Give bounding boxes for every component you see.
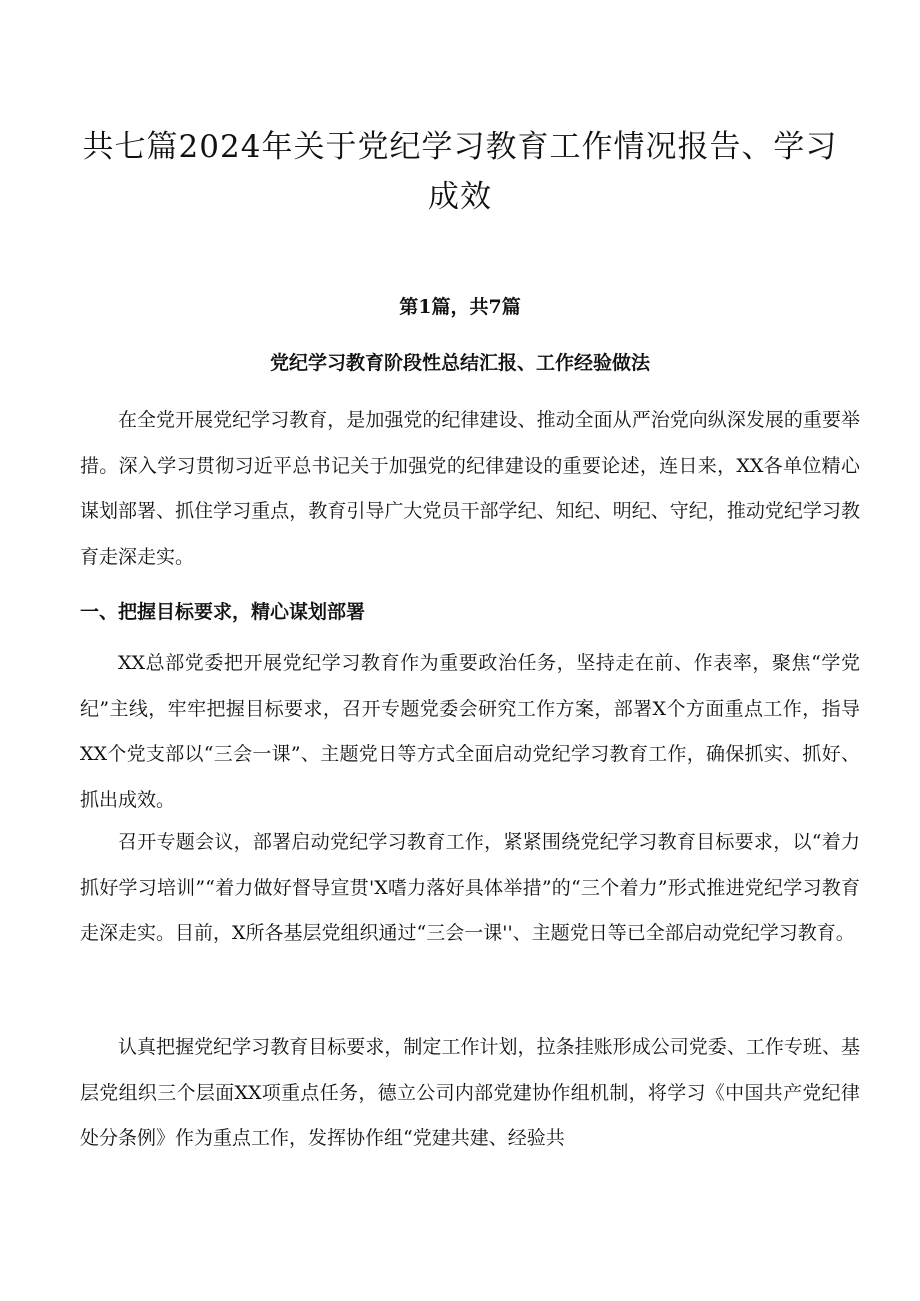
body-paragraph: 在全党开展党纪学习教育，是加强党的纪律建设、推动全面从严治党向纵深发展的重要举措。深入学习贯彻习近平总书记关于加强党的纪律建设的重要论述，连日来，XX各单位精心谋划部署、抓住学习重点，教育引导广大党员干部学纪、知纪、明纪、守纪，推动党纪学习教育走深走实。	[80, 409, 860, 568]
body-paragraph: XX总部党委把开展党纪学习教育作为重要政治任务，坚持走在前、作表率，聚焦“学党纪”主线，牢牢把握目标要求，召开专题党委会研究工作方案，部署X个方面重点工作，指导XX个党支部以“三会一课”、主题党日等方式全面启动党纪学习教育工作，确保抓实、抓好、抓出成效。	[80, 652, 860, 811]
body-paragraph: 召开专题会议，部署启动党纪学习教育工作，紧紧围绕党纪学习教育目标要求，以“着力抓好学习培训”“着力做好督导宣贯'X嗜力落好具体举措”的“三个着力”形式推进党纪学习教育走深走实。目前，X所各基层党组织通过“三会一课''、主题党日等已全部启动党纪学习教育。	[80, 831, 860, 944]
section-heading: 一、把握目标要求，精心谋划部署	[80, 601, 366, 623]
body-paragraph: 认真把握党纪学习教育目标要求，制定工作计划，拉条挂账形成公司党委、工作专班、基层党组织三个层面XX项重点任务，德立公司内部党建协作组机制，将学习《中国共产党纪律处分条例》作为重点工作，发挥协作组“党建共建、经验共	[80, 1036, 860, 1149]
document-title: 共七篇2024年关于党纪学习教育工作情况报告、学习成效	[82, 129, 838, 215]
part-label: 第1篇，共7篇	[399, 296, 521, 318]
part-subtitle: 党纪学习教育阶段性总结汇报、工作经验做法	[269, 352, 650, 374]
